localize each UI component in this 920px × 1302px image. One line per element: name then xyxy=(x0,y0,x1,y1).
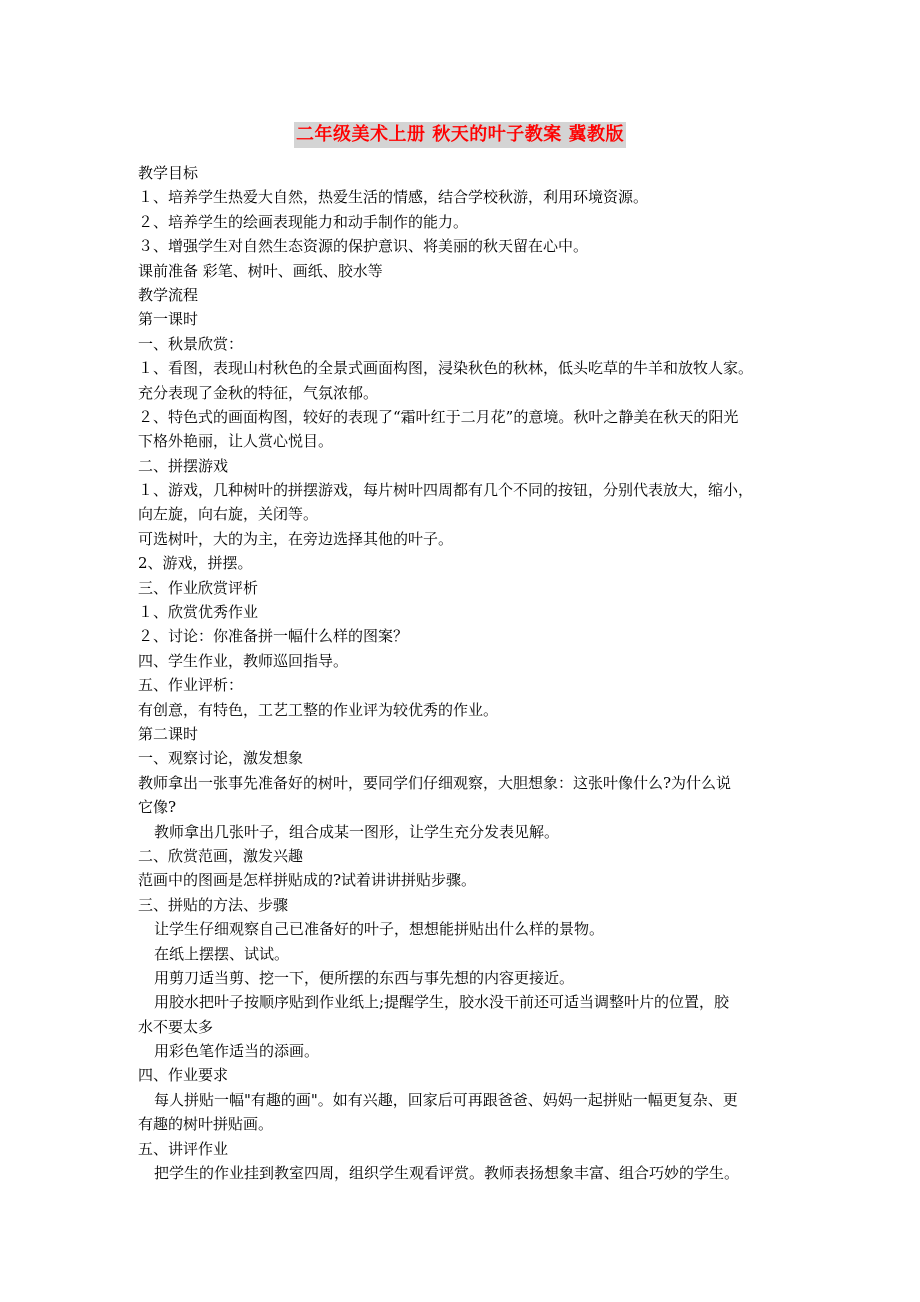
section-heading: 教学目标 xyxy=(138,164,199,182)
body-line: 每人拼贴一幅"有趣的画"。如有兴趣，回家后可再跟爸爸、妈妈一起拼贴一幅更复杂、更 xyxy=(154,1090,738,1109)
body-line: 课前准备 彩笔、树叶、画纸、胶水等 xyxy=(138,261,383,280)
section-heading: 五、讲评作业 xyxy=(138,1139,229,1158)
body-line: 让学生仔细观察自己已准备好的叶子，想想能拼贴出什么样的景物。 xyxy=(154,920,605,939)
body-line: 水不要太多 xyxy=(138,1017,214,1036)
document-body xyxy=(138,161,788,1185)
title-container xyxy=(0,122,920,148)
body-line: 教师拿出几张叶子，组合成某一图形，让学生充分发表见解。 xyxy=(154,822,560,841)
body-line: 用胶水把叶子按顺序贴到作业纸上;提醒学生，胶水没干前还可适当调整叶片的位置，胶 xyxy=(154,993,730,1012)
body-line: 有趣的树叶拼贴画。 xyxy=(138,1115,274,1134)
section-heading: 一、秋景欣赏： xyxy=(138,334,244,353)
section-heading: 第二课时 xyxy=(138,724,199,743)
body-line: 它像? xyxy=(138,798,177,817)
body-line: 向左旋，向右旋，关闭等。 xyxy=(138,505,319,524)
body-line: １、培养学生热爱大自然，热爱生活的情感，结合学校秋游，利用环境资源。 xyxy=(138,188,649,207)
body-line: 把学生的作业挂到教室四周，组织学生观看评赏。教师表扬想象丰富、组合巧妙的学生。 xyxy=(154,1164,740,1183)
section-heading: 五、作业评析： xyxy=(138,676,244,695)
body-line: ３、增强学生对自然生态资源的保护意识、将美丽的秋天留在心中。 xyxy=(138,237,589,256)
body-line: 用彩色笔作适当的添画。 xyxy=(154,1042,320,1061)
section-heading: 二、欣赏范画，激发兴趣 xyxy=(138,846,304,865)
body-line: 2、游戏，拼摆。 xyxy=(138,554,253,573)
section-heading: 四、作业要求 xyxy=(138,1066,229,1085)
section-heading: 三、拼贴的方法、步骤 xyxy=(138,895,289,914)
body-line: １、看图，表现山村秋色的全景式画面构图，浸染秋色的秋林，低头吃草的牛羊和放牧人家。 xyxy=(138,359,754,378)
body-line: 充分表现了金秋的特征，气氛浓郁。 xyxy=(138,383,379,402)
section-heading: 四、学生作业，教师巡回指导。 xyxy=(138,651,349,670)
body-line: ２、讨论：你准备拼一幅什么样的图案？ xyxy=(138,627,409,646)
body-line: ２、培养学生的绘画表现能力和动手制作的能力。 xyxy=(138,212,469,231)
body-line: 教师拿出一张事先准备好的树叶，要同学们仔细观察，大胆想象：这张叶像什么?为什么说 xyxy=(138,773,732,792)
document-title: 二年级美术上册 秋天的叶子教案 冀教版 xyxy=(294,122,626,148)
body-line: 可选树叶，大的为主，在旁边选择其他的叶子。 xyxy=(138,529,454,548)
section-heading: 教学流程 xyxy=(138,285,199,304)
section-heading: 一、观察讨论，激发想象 xyxy=(138,749,304,768)
section-heading: 第一课时 xyxy=(138,310,199,329)
body-line: 用剪刀适当剪、挖一下，便所摆的东西与事先想的内容更接近。 xyxy=(154,968,575,987)
body-line: 有创意，有特色，工艺工整的作业评为较优秀的作业。 xyxy=(138,700,499,719)
section-heading: 二、拼摆游戏 xyxy=(138,456,229,475)
section-heading: 三、作业欣赏评析 xyxy=(138,578,259,597)
body-line: １、欣赏优秀作业 xyxy=(138,603,259,622)
body-line: １、游戏，几种树叶的拼摆游戏，每片树叶四周都有几个不同的按钮，分别代表放大，缩小， xyxy=(138,481,754,500)
body-line: ２、特色式的画面构图，较好的表现了“霜叶红于二月花”的意境。秋叶之静美在秋天的阳光 xyxy=(138,407,739,426)
body-line: 范画中的图画是怎样拼贴成的?试着讲讲拼贴步骤。 xyxy=(138,871,477,890)
body-line: 下格外艳丽，让人赏心悦目。 xyxy=(138,432,334,451)
body-line: 在纸上摆摆、试试。 xyxy=(154,944,290,963)
